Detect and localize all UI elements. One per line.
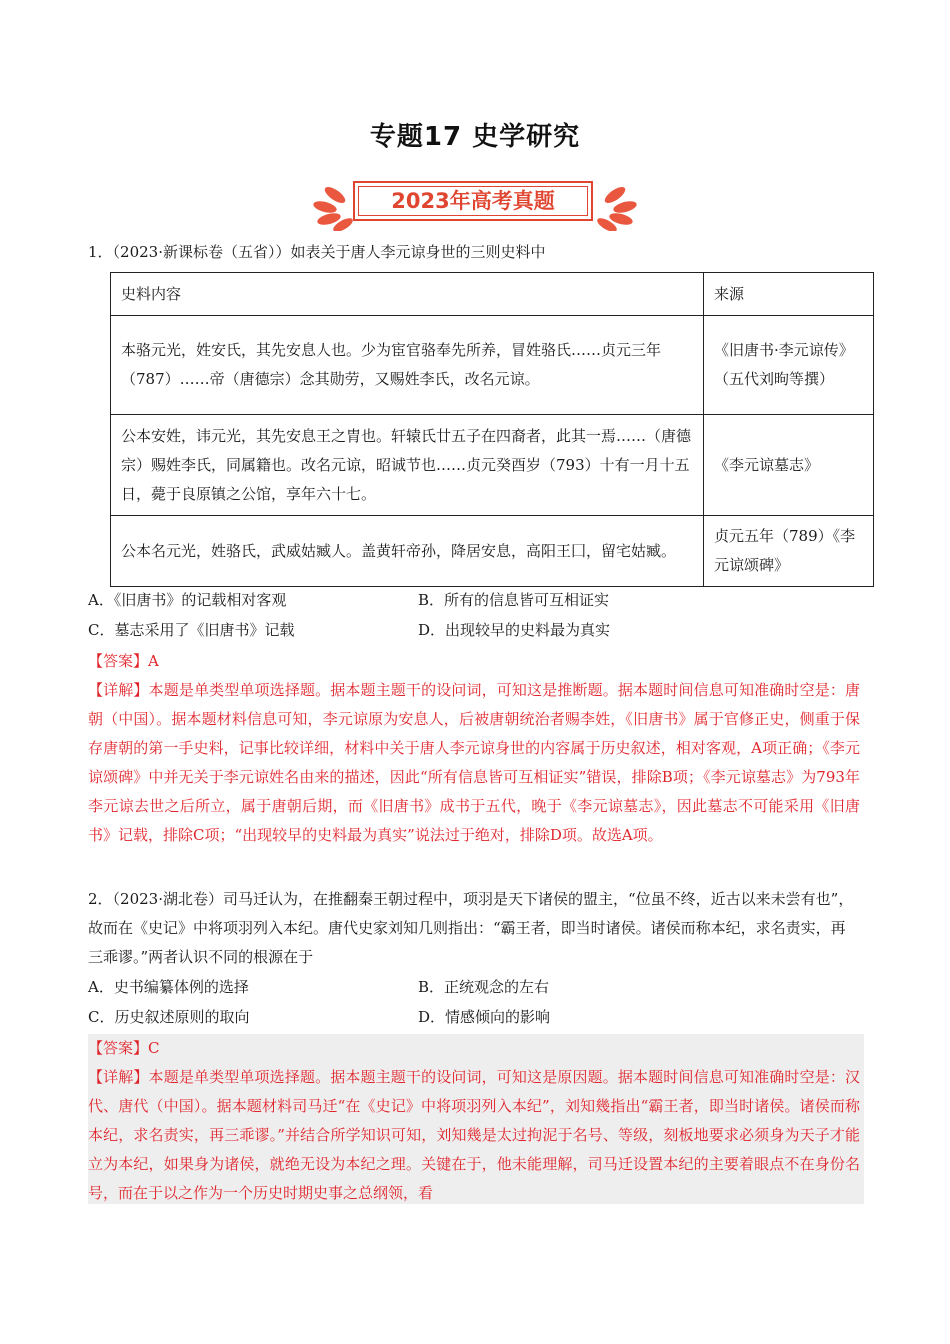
section-banner bbox=[305, 177, 645, 231]
q1-option-c: C．墓志采用了《旧唐书》记载 bbox=[88, 621, 295, 639]
table-cell-content: 公本名元光，姓骆氏，武威姑臧人。盖黄轩帝孙，降居安息，高阳王囗，留宅姑臧。 bbox=[111, 516, 704, 587]
table-row bbox=[111, 415, 874, 516]
table-header-row bbox=[111, 273, 874, 316]
banner-label: 2023年高考真题 bbox=[391, 189, 555, 213]
q1-option-a: A．《旧唐书》的记载相对客观 bbox=[88, 591, 287, 609]
q2-option-a: A．史书编纂体例的选择 bbox=[88, 978, 249, 996]
page-title: 专题17 史学研究 bbox=[369, 122, 581, 152]
q2-option-d: D．情感倾向的影响 bbox=[418, 1008, 551, 1026]
source-table bbox=[110, 272, 874, 587]
q2-option-c: C．历史叙述原则的取向 bbox=[88, 1008, 250, 1026]
table-cell-content: 公本安姓，讳元光，其先安息王之胄也。轩辕氏廿五子在四裔者，此其一焉……（唐德宗）赐姓李氏，同属籍也。改名元谅，昭诚节也……贞元癸酉岁（793）十有一月十五日，薨于良原镇之公馆，享年六十七。 bbox=[111, 415, 704, 516]
table-header-source: 来源 bbox=[704, 273, 874, 316]
q1-explanation: 【详解】本题是单类型单项选择题。据本题主题干的设问词，可知这是推断题。据本题时间信息可知准确时空是：唐朝（中国）。据本题材料信息可知，李元谅原为安息人，后被唐朝统治者赐李姓，《旧唐书》属于官修正史，侧重于保存唐朝的第一手史料，记事比较详细，材料中关于唐人李元谅身世的内容属于历史叙述，相对客观，A项正确；《李元谅颂碑》中并无关于李元谅姓名由来的描述，因此“所有信息皆可互相证实”错误，排除B项；《李元谅墓志》为793年李元谅去世之后所立，属于唐朝后期，而《旧唐书》成书于五代，晚于《李元谅墓志》，因此墓志不可能采用《旧唐书》记载，排除C项；“出现较早的史料最为真实”说法过于绝对，排除D项。故选A项。 bbox=[88, 681, 860, 844]
question-2-stem: 2．（2023·湖北卷）司马迁认为，在推翻秦王朝过程中，项羽是天下诸侯的盟主，“位虽不终，近古以来未尝有也”，故而在《史记》中将项羽列入本纪。唐代史家刘知几则指出：“霸王者，即当时诸侯。诸侯而称本纪，求名责实，再三乖谬。”两者认识不同的根源在于 bbox=[88, 890, 854, 966]
table-cell-source: 《李元谅墓志》 bbox=[704, 415, 874, 516]
q1-answer: 【答案】A bbox=[88, 652, 159, 670]
table-cell-source: 《旧唐书·李元谅传》（五代刘昫等撰） bbox=[704, 316, 874, 415]
table-cell-content: 本骆元光，姓安氏，其先安息人也。少为宦官骆奉先所养，冒姓骆氏……贞元三年（787）……帝（唐德宗）念其勋劳，又赐姓李氏，改名元谅。 bbox=[111, 316, 704, 415]
question-1-stem: 1．（2023·新课标卷（五省））如表关于唐人李元谅身世的三则史料中 bbox=[88, 243, 546, 261]
table-row bbox=[111, 516, 874, 587]
table-cell-source: 贞元五年（789）《李元谅颂碑》 bbox=[704, 516, 874, 587]
table-row bbox=[111, 316, 874, 415]
table-header-content: 史料内容 bbox=[111, 273, 704, 316]
q1-option-d: D．出现较早的史料最为真实 bbox=[418, 621, 611, 639]
q2-explanation: 【详解】本题是单类型单项选择题。据本题主题干的设问词，可知这是原因题。据本题时间信息可知准确时空是：汉代、唐代（中国）。据本题材料司马迁“在《史记》中将项羽列入本纪”，刘知幾指出“霸王者，即当时诸侯。诸侯而称本纪，求名责实，再三乖谬。”并结合所学知识可知，刘知幾是太过拘泥于名号、等级，刻板地要求必须身为天子才能立为本纪，如果身为诸侯，就绝无设为本纪之理。关键在于，他未能理解，司马迁设置本纪的主要着眼点不在身份名号，而在于以之作为一个历史时期史事之总纲领，看 bbox=[88, 1068, 860, 1202]
q2-answer: 【答案】C bbox=[88, 1039, 160, 1057]
q1-option-b: B．所有的信息皆可互相证实 bbox=[418, 591, 610, 609]
q2-option-b: B．正统观念的左右 bbox=[418, 978, 550, 996]
